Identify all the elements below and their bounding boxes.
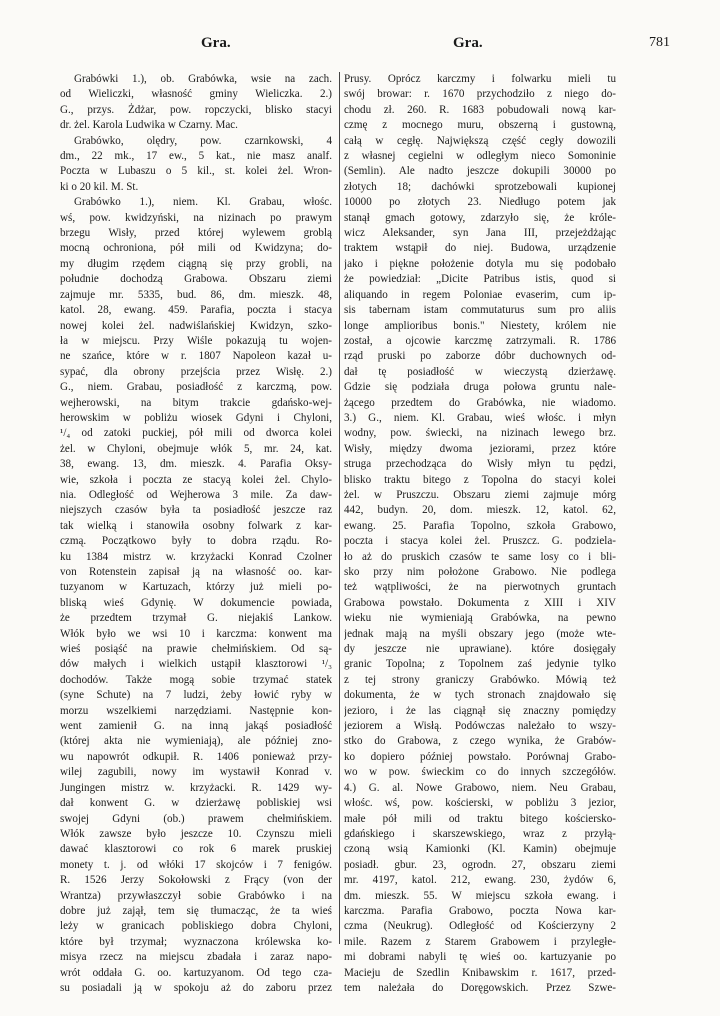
text-line: wie, szkoła i poczta ze stacyą kolei żel. Chylo- bbox=[60, 473, 332, 486]
text-line: dał tę posiadłość w wieczystą dzierżawę. bbox=[344, 365, 616, 378]
text-line: ku 1384 mistrz w. krzyżacki Konrad Czolner bbox=[60, 550, 332, 563]
text-line: tuzyanom w Kartuzach, którzy już mieli po- bbox=[60, 581, 332, 594]
text-line: nia. Odległość od Wejherowa 3 mile. Za daw- bbox=[60, 488, 332, 501]
text-line: poczta i stacya kolei żel. Pruszcz. G. podziela- bbox=[344, 535, 616, 548]
right-text-column bbox=[344, 72, 616, 996]
text-line: von Rotenstein zapisał ją na własność oo. kar- bbox=[60, 566, 332, 578]
text-line: (której akta nie wymieniają), ale później zno- bbox=[60, 735, 332, 748]
text-line: katol. 28, ewang. 459. Parafia, poczta i stacya bbox=[60, 304, 332, 317]
text-line: mile. Razem z Starem Grabowem i przyległe- bbox=[344, 935, 616, 948]
text-line: Grabowa powstało. Dokumenta z XIII i XIV bbox=[344, 596, 616, 609]
text-line: tem należała do Doręgowskich. Przez Szwe- bbox=[344, 981, 616, 994]
text-line: brzegu Wisły, przed której wylewem groblą bbox=[60, 227, 332, 240]
text-line: dm., 22 mk., 17 ew., 5 kat., nie masz analf. bbox=[60, 150, 332, 163]
text-line: dokumenta, że w tych stronach znajdowało się bbox=[344, 689, 616, 702]
text-line: zajmuje mr. 5335, bud. 86, dm. mieszk. 48, bbox=[60, 288, 332, 301]
text-line: wrót oddała G. oo. kartuzyanom. Od tego cza- bbox=[60, 966, 332, 979]
text-line: jeziorem a Wisłą. Podówczas należało to wszy- bbox=[344, 720, 616, 733]
text-line: dr. żel. Karola Ludwika w Czarny. Mac. bbox=[60, 119, 238, 132]
text-line: czmą. Początkowo były to dobra rządu. Ro- bbox=[60, 535, 332, 548]
text-line: Włók było we wsi 10 i karczma: konwent ma bbox=[60, 627, 332, 640]
text-line: monety t. j. od włóki 17 skojców i 7 fenigów. bbox=[60, 858, 332, 871]
text-line: wejherowski, na bitym trakcie gdańsko-wej- bbox=[60, 396, 332, 409]
text-line: herowskim w pobliżu wiosek Gdyni i Chyloni, bbox=[60, 411, 332, 424]
text-line: żel. w Chyloni, obejmuje włók 5, mr. 24, kat. bbox=[60, 442, 332, 455]
text-line: dał konwent G. w dzierżawę pobliskiej wsi bbox=[60, 797, 332, 810]
text-line: Grabówko 1.), niem. Kl. Grabau, włośc. bbox=[74, 196, 332, 209]
text-line: karczma. Parafia Grabowo, poczta Nowa kar- bbox=[344, 904, 616, 917]
text-line: stanął gmach gotowy, zdarzyło się, że króle- bbox=[344, 211, 616, 224]
text-line: Jungingen mistrz w. krzyżacki. R. 1429 wy- bbox=[60, 781, 332, 794]
text-line: traktem wstąpił do niej. Budowa, urządzenie bbox=[344, 242, 616, 255]
page-number: 781 bbox=[649, 35, 670, 50]
text-line: wieku nie wymieniają Grabówka, na pewno bbox=[344, 612, 616, 625]
text-line: że przedtem trzymał G. niejakiś Lankow. bbox=[60, 612, 332, 625]
text-line: Wrantza) przywłaszczył sobie Grabówko i na bbox=[60, 889, 332, 902]
text-line: Włók zawsze było jeszcze 10. Czynszu mieli bbox=[60, 827, 332, 840]
text-line: ło aż do pruskich czasów te same losy co i bli- bbox=[344, 550, 616, 563]
text-line: leży w granicach pobliskiego dobra Chyloni, bbox=[60, 920, 332, 933]
text-line: mr. 4197, katol. 212, ewang. 230, żydów 6, bbox=[344, 874, 616, 887]
text-line: ¹/₄ od zatoki puckiej, pół mili od dworca kolei bbox=[60, 427, 332, 440]
text-line: wicz Aleksander, syn Jana III, przejeżdżając bbox=[344, 227, 616, 240]
text-line: Wisły, między dwoma jeziorami, przez które bbox=[344, 442, 616, 455]
text-line: ne szańce, które w r. 1807 Napoleon kazał u- bbox=[60, 350, 332, 363]
text-line: bliską wieś Gdynię. W dokumencie powiada, bbox=[60, 596, 332, 609]
text-line: jezioro, i że las ciągnął się znaczny pomiędzy bbox=[344, 704, 616, 717]
text-line: które był trzymał; wyznaczona królewska ko- bbox=[60, 935, 332, 948]
text-line: Grabówki 1.), ob. Grabówka, wsie na zach. bbox=[74, 73, 332, 85]
text-line: swojej Gdyni (ob.) prawem chełmińskiem. bbox=[60, 812, 332, 825]
text-line: czoną wsią Kamionki (Kl. Kamin) obejmuje bbox=[344, 843, 616, 856]
text-line: dawać klasztorowi co rok 6 marek pruskiej bbox=[60, 843, 332, 856]
text-line: południe dochodzą Grabowa. Obszaru ziemi bbox=[60, 273, 332, 286]
text-line: z własnej cegielni w odległym nieco Somoninie bbox=[344, 150, 616, 163]
text-line: sko przy nim położone Grabowo. Nie podlega bbox=[344, 566, 616, 578]
text-line: jako i piękne położenie dotyla mu się podobało bbox=[344, 257, 616, 270]
text-line: został, a ojcowie karczmę zatrzymali. R. 1786 bbox=[344, 334, 616, 347]
text-line: dy jeszcze nie uprawiane). które dosięgały bbox=[344, 643, 616, 656]
text-line: my długim rzędem ciągną się przy grobli, na bbox=[60, 257, 332, 270]
text-line: żącego przedtem do Grabówka, nie wiadomo. bbox=[344, 396, 616, 409]
text-line: sis tabernam istam commutaturus sum pro aliis bbox=[344, 304, 616, 317]
text-line: ko dopiero później powstało. Porównaj Grabo- bbox=[344, 750, 616, 763]
text-line: posiadł. gbur. 23, ogrodn. 27, obszaru ziemi bbox=[344, 858, 616, 871]
text-line: (Semlin). Ale nadto jeszcze dokupili 30000 po bbox=[344, 165, 616, 178]
text-line: morzu wszelkiemi narzędziami. Następnie kon- bbox=[60, 704, 332, 717]
text-line: granic Topolna; z Topolnem zaś jedynie tylko bbox=[344, 658, 616, 671]
text-line: 442, budyn. 20, dom. mieszk. 12, katol. 62, bbox=[344, 504, 616, 517]
text-line: R. 1526 Jerzy Sokołowski z Frący (von der bbox=[60, 874, 332, 887]
text-line: 3.) G., niem. Kl. Grabau, wieś włośc. i młyn bbox=[344, 411, 616, 424]
text-line: wś, pow. kwidzyński, na nizinach po prawym bbox=[60, 211, 332, 224]
text-line: aliquando in regem Poloniae evaserim, cum ip- bbox=[344, 288, 616, 301]
column-divider bbox=[339, 72, 340, 944]
text-line: nowej kolei żel. nadwiślańskiej Kwidzyn, szko- bbox=[60, 319, 332, 332]
text-line: wo w pow. świeckim co do innych szczegółów. bbox=[344, 766, 616, 779]
text-line: od Wieliczki, własność gminy Wieliczka. 2.) bbox=[60, 88, 332, 101]
text-line: małe pół mili od traktu bitego kościersko- bbox=[344, 812, 616, 825]
text-line: czma (Neukrug). Odległość od Kościerzyny 2 bbox=[344, 920, 616, 933]
text-line: Grabówko, olędry, pow. czarnkowski, 4 bbox=[74, 134, 332, 147]
text-line: ła w miejscu. Przy Wiśle pokazują tu wojen- bbox=[60, 334, 332, 347]
text-line: misya rzecz na miejscu zbadała i zaraz napo- bbox=[60, 951, 332, 964]
text-line: że powiedział: „Dicite Patribus istis, quod si bbox=[344, 273, 616, 286]
text-line: ewang. 25. Parafia Topolno, szkoła Grabowo, bbox=[344, 519, 616, 532]
text-line: mi dobrami nabyli tę wieś oo. kartuzyanie po bbox=[344, 951, 616, 964]
text-line: ki o 20 kil. M. St. bbox=[60, 180, 139, 193]
text-line: Poczta w Lubaszu o 5 kil., st. kolei żel. Wron- bbox=[60, 165, 332, 178]
text-line: swój browar: r. 1670 przychodziło z niego do- bbox=[344, 88, 616, 101]
text-line: longe amplioribus bonis." Niestety, królem nie bbox=[344, 319, 616, 332]
text-line: włośc. wś, pow. kościerski, w pobliżu 3 jezior, bbox=[344, 797, 616, 810]
text-line: niejszych czasów była ta posiadłość jeszcze raz bbox=[60, 504, 332, 517]
text-line: czmę z mocnego muru, obszerną i gustowną, bbox=[344, 119, 616, 132]
text-line: stko do Grabowa, z czego wynika, że Grabów- bbox=[344, 735, 616, 748]
text-line: chodu zł. 260. R. 1683 pobudowali nową kar- bbox=[344, 103, 616, 116]
text-line: żel. w Pruszczu. Obszaru ziemi zajmuje mórg bbox=[344, 488, 616, 501]
text-line: 10000 po złotych 23. Niedługo potem jak bbox=[344, 196, 616, 209]
running-head-center: Gra. bbox=[453, 35, 483, 51]
text-line: wilej zagubili, nowy im wystawił Konrad v. bbox=[60, 766, 332, 779]
text-line: mocną ochroniona, pół mili od Kwidzyna; do- bbox=[60, 242, 332, 255]
text-line: całą w cegłę. Największą część cegły dowozili bbox=[344, 134, 616, 147]
left-text-column bbox=[60, 72, 332, 996]
text-line: złotych 18; dachówki sprotzebowali kupionej bbox=[344, 180, 616, 193]
text-line: dów małych i wielkich ustąpił klasztorowi ¹/₃ bbox=[60, 658, 332, 671]
text-line: 4.) G. al. Nowe Grabowo, niem. Neu Grabau, bbox=[344, 781, 616, 794]
text-line: G., niem. Grabau, posiadłość z karczmą, pow. bbox=[60, 381, 332, 394]
text-line: Macieju de Szedlin Knibawskim r. 1617, przed- bbox=[344, 966, 616, 979]
text-line: dm. mieszk. 55. W miejscu szkoła ewang. i bbox=[344, 889, 616, 902]
text-line: blisko traktu bitego z Topolna do stacyi kolei bbox=[344, 473, 616, 486]
text-line: su posiadali ją w spokoju aż do zaboru przez bbox=[60, 981, 332, 994]
text-line: sypać, dla obrony przejścia przez Wisłę. 2.) bbox=[60, 365, 332, 378]
text-line: dobre już zajął, tem się tłumacząc, że ta wieś bbox=[60, 904, 332, 917]
text-line: z tej strony graniczy Grabówko. Mówią też bbox=[344, 673, 616, 686]
text-line: went zamienił G. na inną jakąś posiadłość bbox=[60, 720, 332, 733]
text-line: (syne Schute) na 7 ludzi, żeby łowić ryby w bbox=[60, 689, 332, 702]
text-line: jednak mają na myśli obszary jego (może wte- bbox=[344, 627, 616, 640]
text-line: gdańskiego i skarszewskiego, wraz z przyłą- bbox=[344, 827, 616, 840]
text-line: Gdzie się podziała druga połowa gruntu nale- bbox=[344, 381, 616, 394]
text-line: Prusy. Oprócz karczmy i folwarku mieli tu bbox=[344, 73, 616, 85]
text-line: też wątpliwości, że na pierwotnych gruntach bbox=[344, 581, 616, 594]
running-head-left: Gra. bbox=[201, 35, 231, 51]
text-line: tak wielką i stanowiła osobny folwark z kar- bbox=[60, 519, 332, 532]
text-line: rząd pruski po zaborze dóbr duchownych od- bbox=[344, 350, 616, 363]
text-line: struga przechodząca do Wisły młyn tu pędzi, bbox=[344, 458, 616, 471]
text-line: 38, ewang. 13, dm. mieszk. 4. Parafia Oksy- bbox=[60, 458, 332, 471]
text-line: wu napowrót odkupił. R. 1406 ponieważ przy- bbox=[60, 750, 332, 763]
text-line: wodny, pow. świecki, na nizinach lewego brz. bbox=[344, 427, 616, 440]
text-line: wieś posiąść na prawie chełmińskiem. Od są- bbox=[60, 643, 332, 656]
text-line: dochodów. Także mogą sobie trzymać statek bbox=[60, 673, 332, 686]
text-line: G., przys. Żdżar, pow. ropczycki, blisko stacyi bbox=[60, 103, 332, 116]
